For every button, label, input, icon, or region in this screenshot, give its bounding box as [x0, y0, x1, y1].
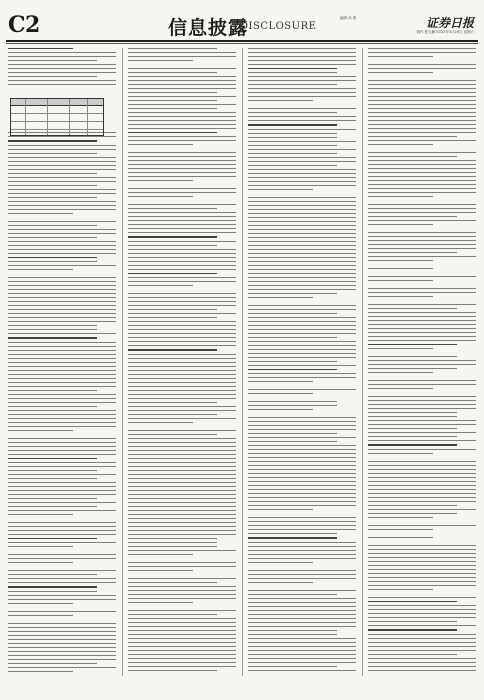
text-column-3 — [248, 48, 356, 676]
text-column-4 — [368, 48, 476, 676]
column-divider — [362, 48, 363, 676]
page-code: C2 — [8, 12, 40, 38]
column-divider — [242, 48, 243, 676]
masthead — [0, 0, 484, 40]
body-text-lines — [368, 48, 476, 674]
section-subtitle: DISCLOSURE — [240, 21, 317, 32]
body-text-lines — [128, 48, 236, 674]
editor-credit: 编辑 孙 倩 — [340, 16, 357, 20]
text-column-2 — [128, 48, 236, 676]
article-columns — [8, 48, 476, 676]
section-title: 信息披露 — [168, 17, 249, 39]
issue-date: 制作 张玉鹏 2022年3月26日 星期六 — [416, 30, 474, 34]
text-column-1 — [8, 48, 116, 676]
column-divider — [122, 48, 123, 676]
data-table — [10, 98, 104, 136]
newspaper-logo: 证券日报 — [425, 16, 474, 30]
header-rule-thin — [6, 43, 478, 44]
body-text-lines — [248, 48, 356, 674]
header-rule — [6, 40, 478, 42]
body-text-lines — [8, 48, 116, 676]
